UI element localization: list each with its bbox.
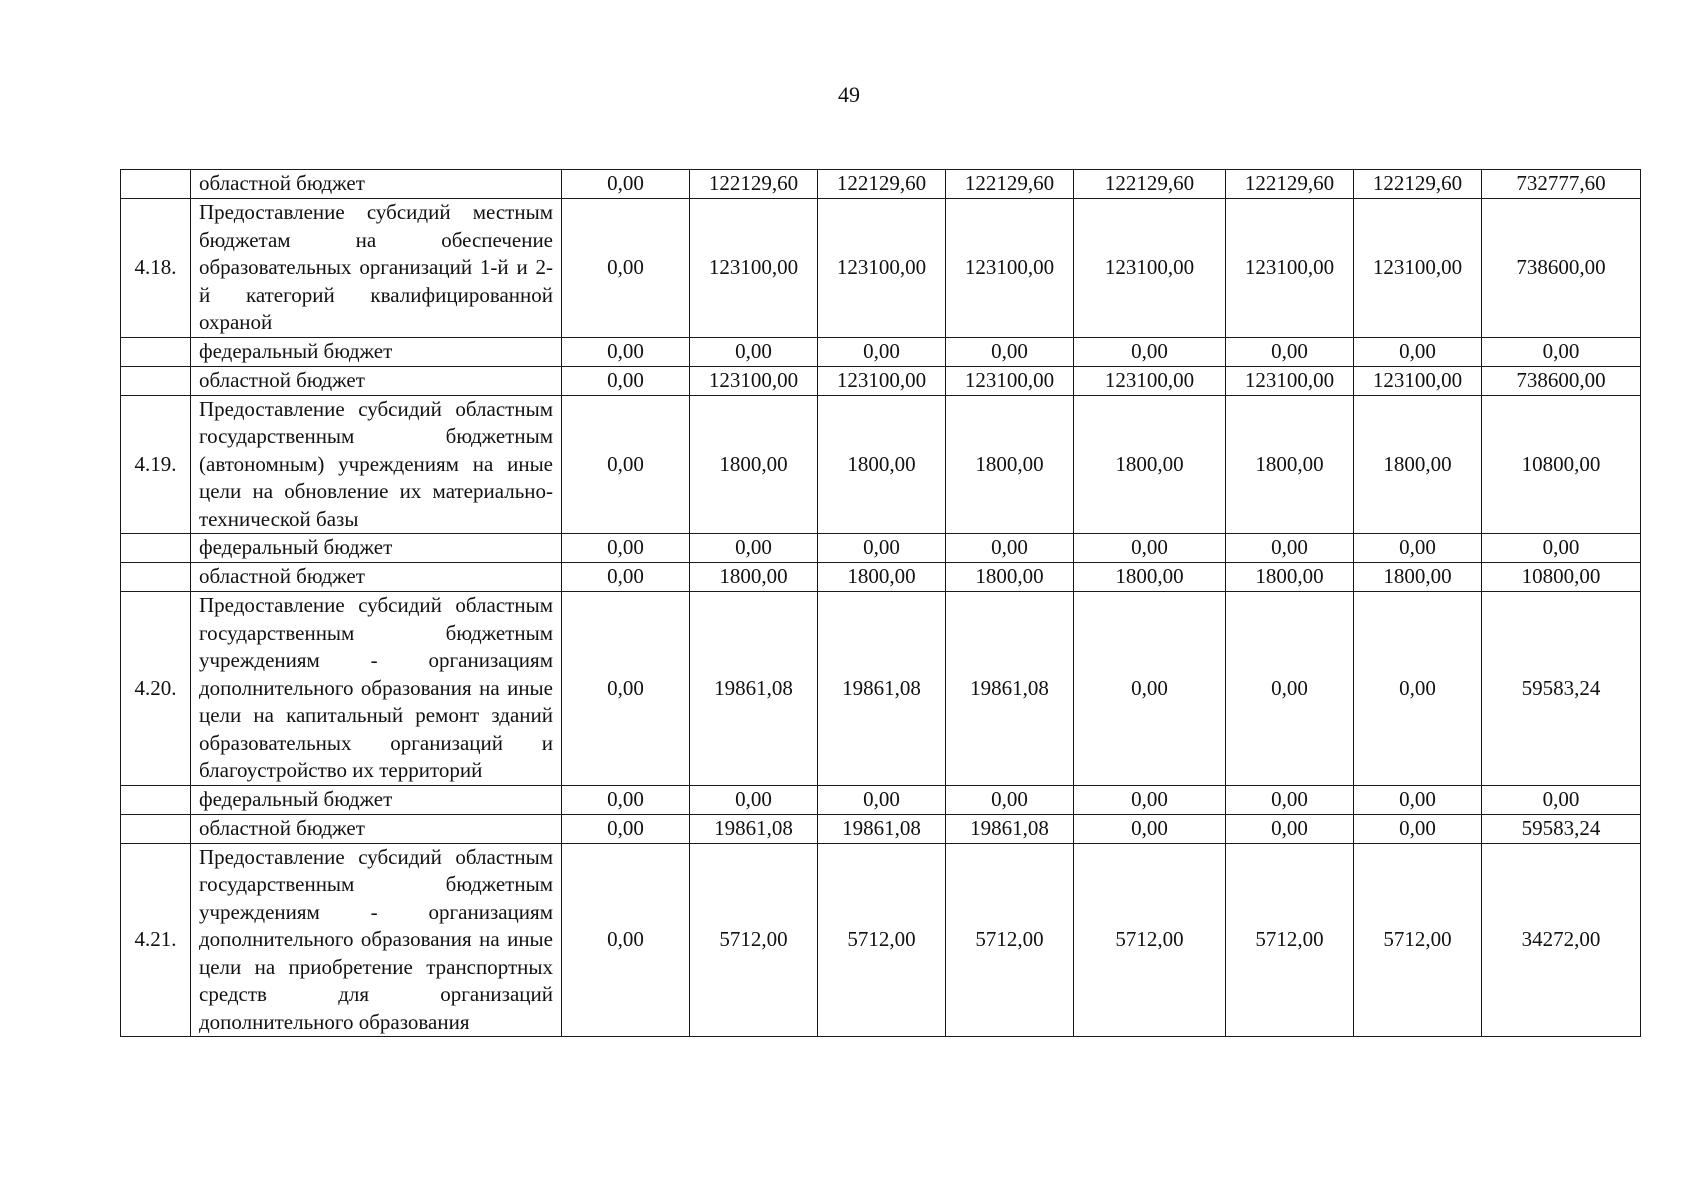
- value-total: 59583,24: [1482, 592, 1641, 786]
- value-cell: 0,00: [562, 814, 690, 843]
- value-cell: 123100,00: [1226, 199, 1354, 338]
- row-number: [121, 337, 191, 366]
- budget-source: федеральный бюджет: [191, 337, 562, 366]
- value-cell: 5712,00: [818, 843, 946, 1037]
- measure-name: Предоставление субсидий областным государственным бюджетным учреждениям - организациям дополнительного образования на иные цели на приобретение транспортных средств для организаций дополнительного образования: [191, 843, 562, 1037]
- row-number: 4.21.: [121, 843, 191, 1037]
- value-cell: 122129,60: [690, 170, 818, 199]
- value-cell: 19861,08: [818, 592, 946, 786]
- value-cell: 123100,00: [1354, 366, 1482, 395]
- row-number: [121, 814, 191, 843]
- value-cell: 122129,60: [946, 170, 1074, 199]
- table-subrow: [121, 563, 1641, 592]
- value-cell: 0,00: [1354, 814, 1482, 843]
- value-cell: 123100,00: [690, 366, 818, 395]
- row-number: 4.18.: [121, 199, 191, 338]
- measure-name: Предоставление субсидий областным государственным бюджетным учреждениям - организациям дополнительного образования на иные цели на капитальный ремонт зданий образовательных организаций и благоустройство их территорий: [191, 592, 562, 786]
- value-cell: 123100,00: [1226, 366, 1354, 395]
- value-cell: 5712,00: [1226, 843, 1354, 1037]
- value-cell: 19861,08: [946, 814, 1074, 843]
- budget-source: федеральный бюджет: [191, 534, 562, 563]
- table-body: [121, 170, 1641, 1037]
- measure-name: Предоставление субсидий местным бюджетам на обеспечение образовательных организаций 1-й и 2-й категорий квалифицированной охраной: [191, 199, 562, 338]
- value-total: 59583,24: [1482, 814, 1641, 843]
- value-cell: 1800,00: [818, 563, 946, 592]
- value-total: 0,00: [1482, 785, 1641, 814]
- value-cell: 0,00: [1074, 785, 1226, 814]
- page-number: 49: [838, 82, 860, 107]
- value-cell: 1800,00: [1226, 563, 1354, 592]
- value-cell: 0,00: [1226, 337, 1354, 366]
- value-cell: 1800,00: [1354, 563, 1482, 592]
- value-cell: 122129,60: [1354, 170, 1482, 199]
- value-cell: 0,00: [690, 337, 818, 366]
- budget-source: областной бюджет: [191, 366, 562, 395]
- value-cell: 0,00: [562, 395, 690, 534]
- table-subrow: [121, 170, 1641, 199]
- value-total: 732777,60: [1482, 170, 1641, 199]
- value-cell: 5712,00: [946, 843, 1074, 1037]
- row-number: 4.19.: [121, 395, 191, 534]
- value-cell: 123100,00: [818, 366, 946, 395]
- row-number: [121, 563, 191, 592]
- value-cell: 122129,60: [1226, 170, 1354, 199]
- value-cell: 122129,60: [818, 170, 946, 199]
- value-cell: 0,00: [562, 563, 690, 592]
- value-cell: 123100,00: [818, 199, 946, 338]
- value-cell: 0,00: [562, 199, 690, 338]
- value-cell: 0,00: [1074, 814, 1226, 843]
- value-cell: 0,00: [562, 592, 690, 786]
- value-cell: 0,00: [562, 534, 690, 563]
- value-cell: 0,00: [818, 785, 946, 814]
- row-number: 4.20.: [121, 592, 191, 786]
- value-cell: 0,00: [562, 843, 690, 1037]
- table-row: [121, 592, 1641, 786]
- value-total: 34272,00: [1482, 843, 1641, 1037]
- value-total: 0,00: [1482, 337, 1641, 366]
- value-cell: 0,00: [1226, 785, 1354, 814]
- value-cell: 1800,00: [690, 395, 818, 534]
- row-number: [121, 170, 191, 199]
- value-total: 0,00: [1482, 534, 1641, 563]
- table-subrow: [121, 337, 1641, 366]
- value-cell: 0,00: [562, 170, 690, 199]
- budget-source: областной бюджет: [191, 814, 562, 843]
- value-cell: 0,00: [690, 785, 818, 814]
- value-cell: 0,00: [1074, 592, 1226, 786]
- value-cell: 1800,00: [946, 563, 1074, 592]
- value-cell: 0,00: [690, 534, 818, 563]
- value-cell: 1800,00: [818, 395, 946, 534]
- value-cell: 0,00: [1074, 337, 1226, 366]
- value-cell: 123100,00: [1354, 199, 1482, 338]
- value-cell: 19861,08: [690, 814, 818, 843]
- value-cell: 0,00: [1354, 592, 1482, 786]
- value-cell: 123100,00: [690, 199, 818, 338]
- value-cell: 123100,00: [1074, 199, 1226, 338]
- value-cell: 0,00: [1354, 337, 1482, 366]
- value-cell: 5712,00: [1354, 843, 1482, 1037]
- value-cell: 1800,00: [946, 395, 1074, 534]
- row-number: [121, 366, 191, 395]
- budget-source: федеральный бюджет: [191, 785, 562, 814]
- budget-source: областной бюджет: [191, 170, 562, 199]
- table-subrow: [121, 785, 1641, 814]
- budget-source: областной бюджет: [191, 563, 562, 592]
- value-cell: 1800,00: [690, 563, 818, 592]
- value-total: 10800,00: [1482, 563, 1641, 592]
- value-cell: 122129,60: [1074, 170, 1226, 199]
- value-cell: 19861,08: [818, 814, 946, 843]
- value-cell: 1800,00: [1074, 395, 1226, 534]
- value-cell: 1800,00: [1354, 395, 1482, 534]
- row-number: [121, 534, 191, 563]
- value-cell: 0,00: [1074, 534, 1226, 563]
- value-cell: 0,00: [1354, 534, 1482, 563]
- table-row: [121, 199, 1641, 338]
- value-cell: 0,00: [946, 337, 1074, 366]
- table-subrow: [121, 366, 1641, 395]
- value-cell: 1800,00: [1226, 395, 1354, 534]
- value-cell: 0,00: [946, 534, 1074, 563]
- table-row: [121, 395, 1641, 534]
- value-cell: 0,00: [1226, 814, 1354, 843]
- value-cell: 0,00: [562, 366, 690, 395]
- value-cell: 19861,08: [946, 592, 1074, 786]
- value-cell: 123100,00: [946, 199, 1074, 338]
- value-total: 738600,00: [1482, 366, 1641, 395]
- value-total: 10800,00: [1482, 395, 1641, 534]
- value-cell: 123100,00: [946, 366, 1074, 395]
- value-cell: 0,00: [1226, 592, 1354, 786]
- table-row: [121, 843, 1641, 1037]
- value-cell: 5712,00: [690, 843, 818, 1037]
- value-cell: 0,00: [1226, 534, 1354, 563]
- row-number: [121, 785, 191, 814]
- value-cell: 0,00: [818, 534, 946, 563]
- value-cell: 0,00: [562, 337, 690, 366]
- value-cell: 1800,00: [1074, 563, 1226, 592]
- value-cell: 0,00: [818, 337, 946, 366]
- value-cell: 5712,00: [1074, 843, 1226, 1037]
- value-cell: 0,00: [1354, 785, 1482, 814]
- value-cell: 123100,00: [1074, 366, 1226, 395]
- budget-table: [120, 169, 1641, 1037]
- table-subrow: [121, 814, 1641, 843]
- value-cell: 0,00: [946, 785, 1074, 814]
- value-cell: 0,00: [562, 785, 690, 814]
- measure-name: Предоставление субсидий областным государственным бюджетным (автономным) учреждениям на иные цели на обновление их материально-технической базы: [191, 395, 562, 534]
- value-total: 738600,00: [1482, 199, 1641, 338]
- value-cell: 19861,08: [690, 592, 818, 786]
- table-subrow: [121, 534, 1641, 563]
